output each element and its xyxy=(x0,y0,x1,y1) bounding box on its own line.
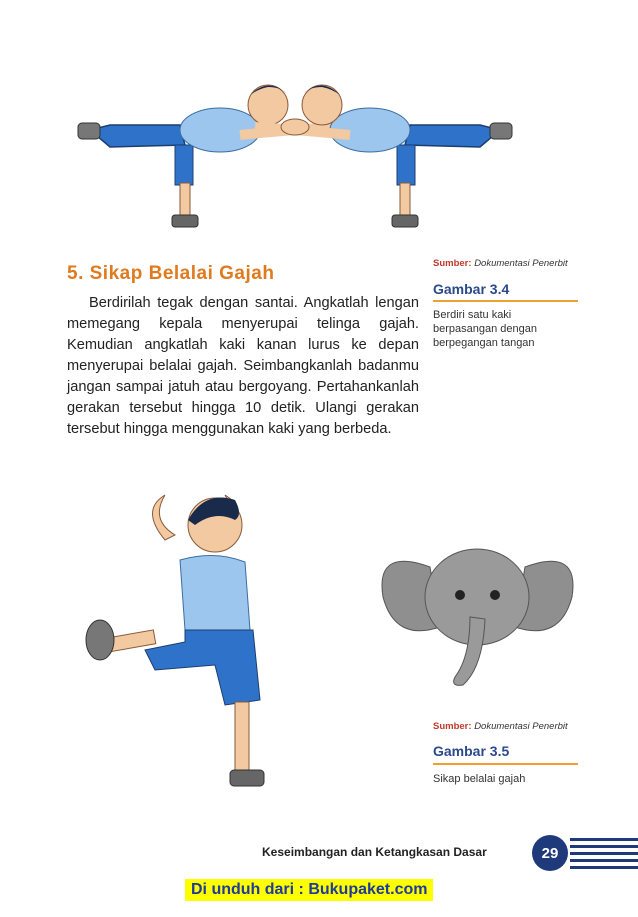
clasped-hands xyxy=(281,119,309,135)
illustration-elephant-head xyxy=(375,527,580,702)
section-heading: 5. Sikap Belalai Gajah xyxy=(67,263,275,284)
caption-line: berpegangan tangan xyxy=(433,337,535,349)
figure-3-4-caption xyxy=(433,308,583,350)
page-number: 29 xyxy=(541,844,559,862)
footer-book-title: Keseimbangan dan Ketangkasan Dasar xyxy=(262,845,487,859)
page-number-badge xyxy=(532,835,568,871)
right-child xyxy=(255,85,512,227)
caption-line: Berdiri satu kaki xyxy=(433,309,512,321)
figure-3-4-rule xyxy=(433,300,578,302)
source-value: Dokumentasi Penerbit xyxy=(474,721,568,732)
left-child xyxy=(78,85,335,227)
figure-3-4-source xyxy=(433,258,568,269)
source-label: Sumber: xyxy=(433,721,472,732)
source-label: Sumber: xyxy=(433,258,472,269)
source-value: Dokumentasi Penerbit xyxy=(474,258,568,269)
figure-3-4-title: Gambar 3.4 xyxy=(433,281,510,297)
figure-3-5-source xyxy=(433,721,568,732)
footer-stripes xyxy=(570,836,638,872)
caption-line: berpasangan dengan xyxy=(433,323,537,335)
figure-3-5-title: Gambar 3.5 xyxy=(433,743,510,759)
section-paragraph: Berdirilah tegak dengan santai. Angkatlah lengan memegang kepala menyerupai telinga gajah. Kemudian angkatlah kaki kanan lurus ke depan menyerupai belalai gajah. Seimbangkanlah badanmu jangan sampai jatuh atau bergoyang. Pertahankanlah gerakan tersebut hingga 10 detik. Ulangi gerakan tersebut hingga menggunakan kaki yang berbeda. xyxy=(67,295,419,437)
download-banner[interactable]: Di unduh dari : Bukupaket.com xyxy=(185,879,433,901)
figure-3-5-caption xyxy=(433,772,583,786)
illustration-two-children-balancing xyxy=(70,75,520,255)
figure-3-5-rule xyxy=(433,763,578,765)
illustration-child-elephant-pose xyxy=(75,480,305,810)
caption-line: Sikap belalai gajah xyxy=(433,773,526,785)
